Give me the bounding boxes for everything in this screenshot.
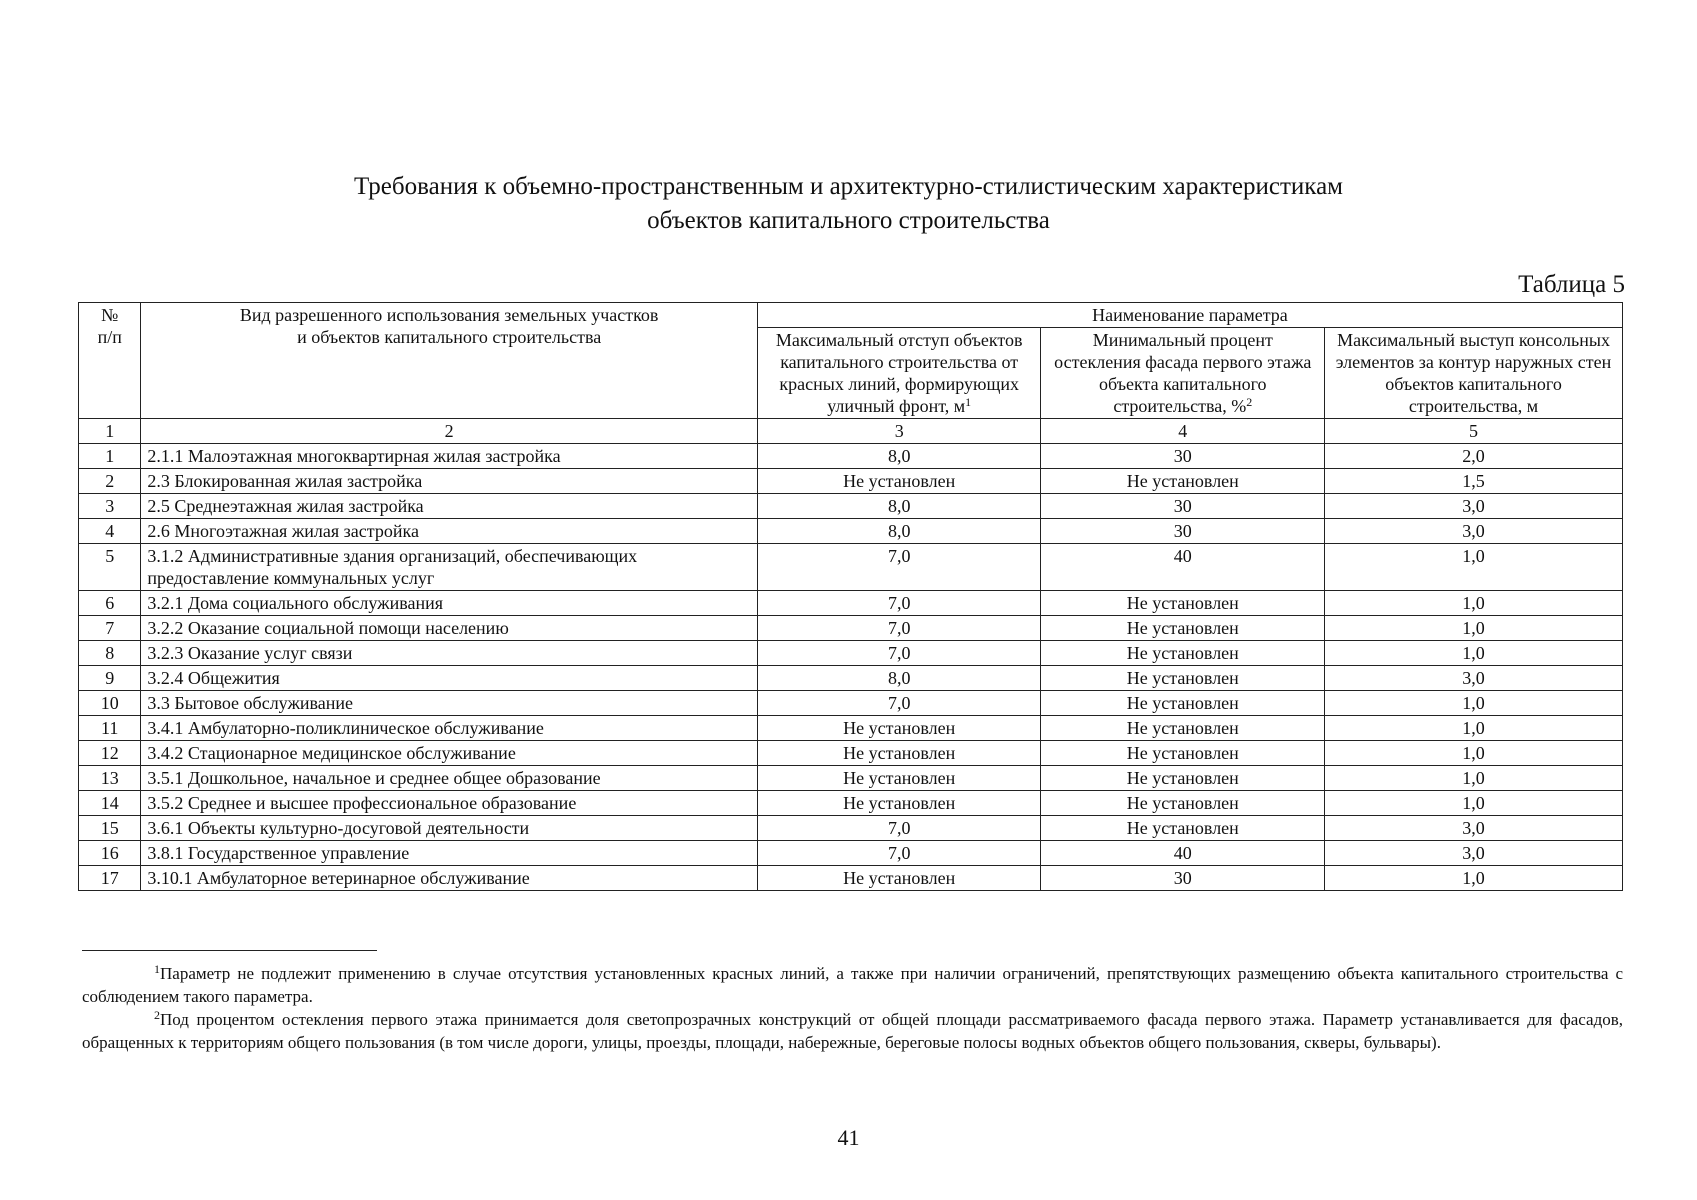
cell-number: 2: [79, 469, 141, 494]
cell-number: 10: [79, 691, 141, 716]
table-row: [79, 641, 1623, 666]
footnote-divider: [82, 950, 377, 951]
cell-max-projection: 1,0: [1325, 791, 1623, 816]
page-title-line-2: объектов капитального строительства: [647, 207, 1050, 234]
table-row: [79, 616, 1623, 641]
cell-number: 7: [79, 616, 141, 641]
page-number: 41: [837, 1125, 860, 1150]
table-row: [79, 766, 1623, 791]
cell-max-projection: 3,0: [1325, 816, 1623, 841]
cell-number: 14: [79, 791, 141, 816]
header-max-projection: Максимальный выступ консольных элементов за контур наружных стен объектов капитального строительства, м: [1325, 328, 1623, 419]
table-row: [79, 666, 1623, 691]
cell-min-glazing: Не установлен: [1041, 691, 1325, 716]
cell-land-use: 3.4.2 Стационарное медицинское обслуживание: [141, 741, 757, 766]
cell-land-use: 2.1.1 Малоэтажная многоквартирная жилая застройка: [141, 444, 757, 469]
footnote-text: Под процентом остекления первого этажа принимается доля светопрозрачных конструкций от общей площади рассматриваемого фасада первого этажа. Параметр устанавливается для фасадов, обращенных к территориям общего пользования (в том числе дороги, улицы, проезды, площади, набережные, береговые полосы водных объектов общего пользования, скверы, бульвары).: [82, 1010, 1623, 1052]
cell-min-glazing: 30: [1041, 444, 1325, 469]
cell-min-glazing: Не установлен: [1041, 616, 1325, 641]
header-number: № п/п: [79, 303, 141, 419]
footnote-text: Параметр не подлежит применению в случае отсутствия установленных красных линий, а также при наличии ограничений, препятствующих размещению объекта капитального строительства с соблюдением такого параметра.: [82, 964, 1623, 1006]
cell-number: 9: [79, 666, 141, 691]
table-row: [79, 841, 1623, 866]
cell-max-projection: 1,0: [1325, 691, 1623, 716]
cell-min-glazing: 40: [1041, 544, 1325, 591]
cell-land-use: 3.3 Бытовое обслуживание: [141, 691, 757, 716]
header-min-glazing: Минимальный процент остекления фасада первого этажа объекта капитального строительства, %$^2$: [1041, 328, 1325, 419]
cell-max-setback: Не установлен: [757, 469, 1041, 494]
cell-land-use: 3.2.2 Оказание социальной помощи населению: [141, 616, 757, 641]
cell-number: 11: [79, 716, 141, 741]
cell-number: 8: [79, 641, 141, 666]
footnote-mark: 2: [154, 1008, 160, 1022]
cell-max-setback: 7,0: [757, 544, 1041, 591]
table-row: [79, 816, 1623, 841]
cell-max-projection: 1,5: [1325, 469, 1623, 494]
table-row: [79, 791, 1623, 816]
cell-max-setback: 7,0: [757, 591, 1041, 616]
cell-max-projection: 3,0: [1325, 666, 1623, 691]
column-number: 1: [79, 419, 141, 444]
cell-land-use: 3.2.3 Оказание услуг связи: [141, 641, 757, 666]
cell-min-glazing: Не установлен: [1041, 666, 1325, 691]
cell-min-glazing: 30: [1041, 866, 1325, 891]
footnote-mark: 1: [154, 962, 160, 976]
cell-land-use: 3.6.1 Объекты культурно-досуговой деятельности: [141, 816, 757, 841]
cell-land-use: 2.5 Среднеэтажная жилая застройка: [141, 494, 757, 519]
table-row: [79, 691, 1623, 716]
table-row: [79, 716, 1623, 741]
header-parameter-group: Наименование параметра: [757, 303, 1622, 328]
cell-max-projection: 1,0: [1325, 766, 1623, 791]
table-body: [79, 444, 1623, 891]
cell-number: 6: [79, 591, 141, 616]
cell-land-use: 3.5.2 Среднее и высшее профессиональное образование: [141, 791, 757, 816]
cell-land-use: 3.2.1 Дома социального обслуживания: [141, 591, 757, 616]
cell-min-glazing: 30: [1041, 519, 1325, 544]
cell-max-setback: 8,0: [757, 519, 1041, 544]
cell-max-setback: Не установлен: [757, 791, 1041, 816]
cell-max-projection: 1,0: [1325, 741, 1623, 766]
cell-min-glazing: Не установлен: [1041, 816, 1325, 841]
cell-min-glazing: Не установлен: [1041, 641, 1325, 666]
page-title: [0, 170, 1697, 238]
cell-min-glazing: Не установлен: [1041, 469, 1325, 494]
cell-number: 16: [79, 841, 141, 866]
cell-max-setback: Не установлен: [757, 741, 1041, 766]
header-land-use: Вид разрешенного использования земельных участков и объектов капитального строительства: [141, 303, 757, 419]
column-number: 3: [757, 419, 1041, 444]
cell-land-use: 3.1.2 Административные здания организаций, обеспечивающих предоставление коммунальных услуг: [141, 544, 757, 591]
cell-max-projection: 3,0: [1325, 841, 1623, 866]
column-number: 2: [141, 419, 757, 444]
cell-max-setback: 7,0: [757, 816, 1041, 841]
cell-number: 15: [79, 816, 141, 841]
table-row: [79, 866, 1623, 891]
header-max-setback: Максимальный отступ объектов капитального строительства от красных линий, формирующих уличный фронт, $м^1$: [757, 328, 1041, 419]
cell-max-projection: 3,0: [1325, 519, 1623, 544]
cell-min-glazing: Не установлен: [1041, 741, 1325, 766]
footnotes: [82, 962, 1623, 1054]
cell-number: 3: [79, 494, 141, 519]
cell-max-projection: 1,0: [1325, 544, 1623, 591]
cell-min-glazing: Не установлен: [1041, 791, 1325, 816]
cell-land-use: 2.6 Многоэтажная жилая застройка: [141, 519, 757, 544]
cell-min-glazing: 40: [1041, 841, 1325, 866]
cell-number: 12: [79, 741, 141, 766]
cell-number: 13: [79, 766, 141, 791]
parameters-table: [78, 302, 1623, 891]
cell-max-setback: 7,0: [757, 641, 1041, 666]
cell-min-glazing: Не установлен: [1041, 766, 1325, 791]
table-row: [79, 494, 1623, 519]
cell-max-setback: 8,0: [757, 444, 1041, 469]
column-number-row: [79, 419, 1623, 444]
cell-min-glazing: Не установлен: [1041, 591, 1325, 616]
footnote: [82, 962, 1623, 1008]
cell-land-use: 3.8.1 Государственное управление: [141, 841, 757, 866]
cell-max-setback: 8,0: [757, 494, 1041, 519]
cell-min-glazing: Не установлен: [1041, 716, 1325, 741]
cell-land-use: 3.5.1 Дошкольное, начальное и среднее общее образование: [141, 766, 757, 791]
cell-max-setback: 7,0: [757, 841, 1041, 866]
cell-max-projection: 3,0: [1325, 494, 1623, 519]
cell-max-projection: 1,0: [1325, 616, 1623, 641]
table-row: [79, 469, 1623, 494]
cell-number: 17: [79, 866, 141, 891]
cell-max-setback: Не установлен: [757, 716, 1041, 741]
column-number: 5: [1325, 419, 1623, 444]
cell-land-use: 3.2.4 Общежития: [141, 666, 757, 691]
cell-number: 4: [79, 519, 141, 544]
cell-max-setback: 7,0: [757, 691, 1041, 716]
cell-max-projection: 1,0: [1325, 716, 1623, 741]
cell-max-projection: 1,0: [1325, 866, 1623, 891]
cell-number: 1: [79, 444, 141, 469]
table-caption: Таблица 5: [1518, 271, 1625, 298]
table-row: [79, 544, 1623, 591]
cell-max-setback: 8,0: [757, 666, 1041, 691]
table-row: [79, 519, 1623, 544]
table-row: [79, 444, 1623, 469]
column-number: 4: [1041, 419, 1325, 444]
cell-max-setback: Не установлен: [757, 866, 1041, 891]
cell-number: 5: [79, 544, 141, 591]
page-title-line-1: Требования к объемно-пространственным и архитектурно-стилистическим характеристикам: [353, 173, 1343, 200]
cell-max-projection: 1,0: [1325, 591, 1623, 616]
cell-max-projection: 1,0: [1325, 641, 1623, 666]
cell-max-setback: Не установлен: [757, 766, 1041, 791]
cell-land-use: 3.4.1 Амбулаторно-поликлиническое обслуживание: [141, 716, 757, 741]
cell-max-projection: 2,0: [1325, 444, 1623, 469]
footnote: [82, 1008, 1623, 1054]
table-row: [79, 591, 1623, 616]
cell-min-glazing: 30: [1041, 494, 1325, 519]
cell-land-use: 2.3 Блокированная жилая застройка: [141, 469, 757, 494]
cell-land-use: 3.10.1 Амбулаторное ветеринарное обслуживание: [141, 866, 757, 891]
table-row: [79, 741, 1623, 766]
cell-max-setback: 7,0: [757, 616, 1041, 641]
